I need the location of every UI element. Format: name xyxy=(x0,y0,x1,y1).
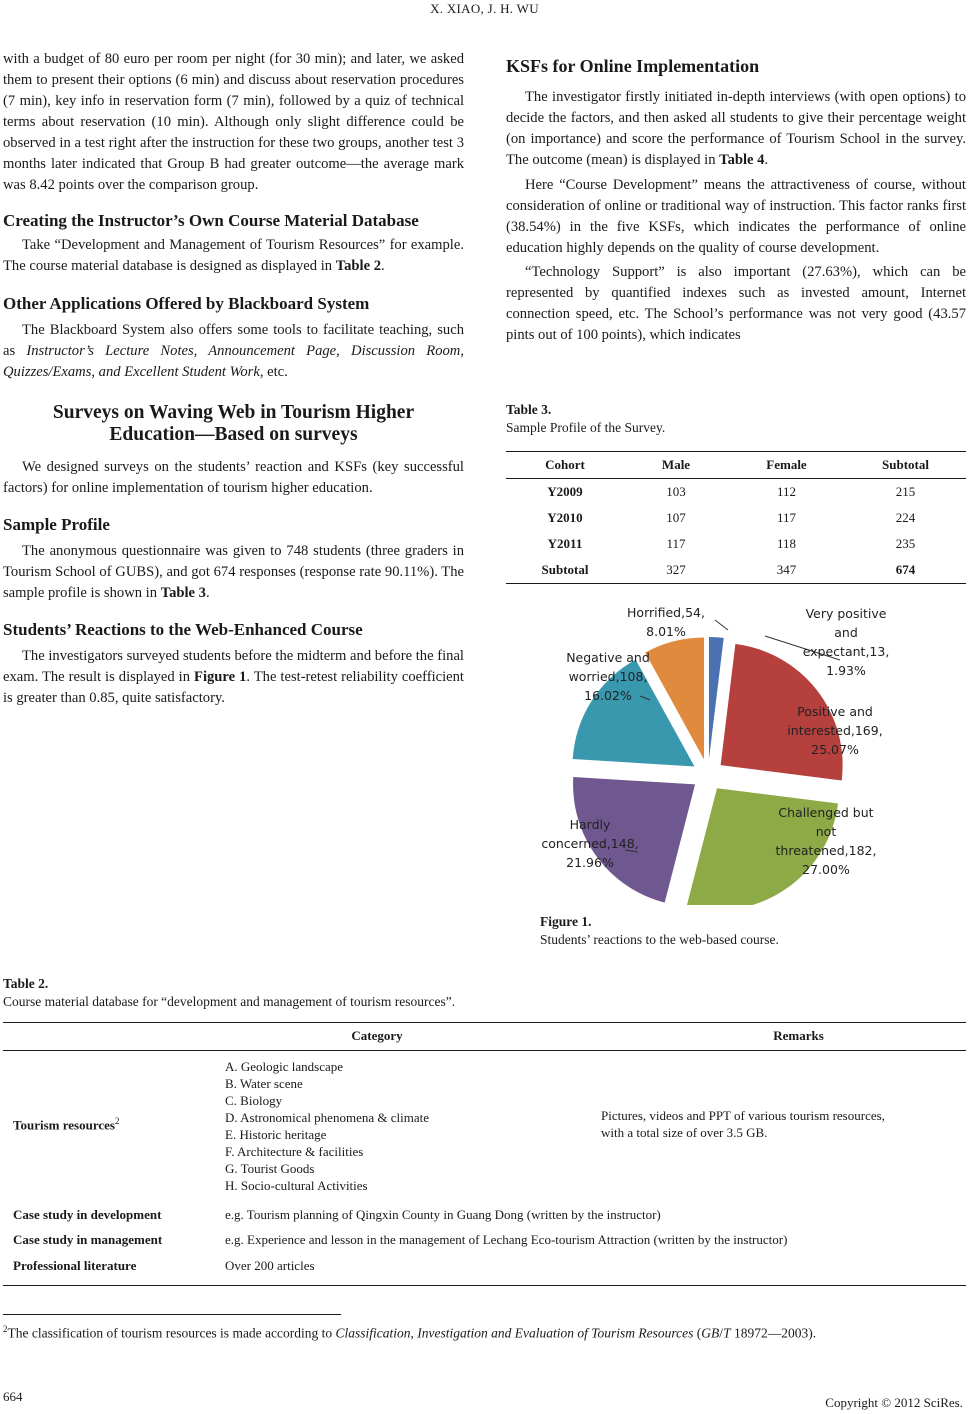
table4-ref: Table 4 xyxy=(719,152,765,168)
table3-header-row xyxy=(506,452,966,479)
paragraph-ksfs-2: Here “Course Development” means the attractiveness of course, without consideration of online or traditional way of instruction. This factor ranks first (38.54%) in the five KSFs, which indicates the performance of online education highly depends on the quality of course development. xyxy=(506,177,966,256)
table2-header-category: Category xyxy=(351,1028,403,1044)
table2-header-remarks: Remarks xyxy=(773,1028,824,1044)
table3-cell: 674 xyxy=(895,562,916,577)
table2-caption: Course material database for “development and management of tourism resources”. xyxy=(3,994,456,1009)
table-row xyxy=(506,479,966,506)
heading-other-applications: Other Applications Offered by Blackboard System xyxy=(3,294,370,313)
table3-caption-block xyxy=(506,401,966,437)
figure1-caption: Students’ reactions to the web-based course. xyxy=(540,932,779,947)
footnote: $^2$The classification of tourism resources is made according to Classification, Investigation and Evaluation of Tourism Resources (GB/T 18972—2003). xyxy=(3,1324,817,1341)
paragraph-other-applications: The Blackboard System also offers some tools to facilitate teaching, such as Instructor’s Lecture Notes, Announcement Page, Discussion Room, Quizzes/Exams, and Excellent Student Work, etc. xyxy=(3,322,464,380)
pie-label-challenged: Challenged but not threatened,182, 27.00% xyxy=(775,805,877,877)
table3-cell: 117 xyxy=(666,536,686,551)
table2-category-dev: Case study in development xyxy=(13,1206,162,1222)
table3-cell: 107 xyxy=(666,510,686,525)
table3-label: Table 3. xyxy=(506,402,552,417)
table2-text-literature: Over 200 articles xyxy=(225,1257,315,1273)
pie-label-negative-worried: Negative and worried,108, 16.02% xyxy=(566,650,650,703)
table3-caption: Sample Profile of the Survey. xyxy=(506,420,666,435)
table2-category-literature: Professional literature xyxy=(13,1257,137,1273)
pie-slice-very-positive xyxy=(709,637,724,759)
table-row xyxy=(3,1050,966,1194)
paragraph-surveys: We designed surveys on the students’ reaction and KSFs (key successful factors) for online implementation of tourism higher education. xyxy=(3,459,464,496)
table2 xyxy=(3,1023,966,1286)
left-column xyxy=(3,49,464,709)
pie-label-very-positive: Very positive and expectant,13, 1.93% xyxy=(802,606,890,678)
table3-header-female: Female xyxy=(766,457,807,472)
table3-cell: Subtotal xyxy=(541,562,589,577)
table3-cell: Y2009 xyxy=(547,484,583,499)
right-column xyxy=(506,56,966,346)
heading-sample-profile: Sample Profile xyxy=(3,515,110,534)
running-head: X. XIAO, J. H. WU xyxy=(430,1,539,16)
table3-cell: 224 xyxy=(895,510,916,525)
pie-label-horrified: Horrified,54, 8.01% xyxy=(627,605,705,639)
table3-header-cohort: Cohort xyxy=(545,457,585,472)
list-item: C. Biology xyxy=(225,1092,283,1108)
table2-ref: Table 2 xyxy=(335,258,382,274)
heading-creating-database: Creating the Instructor’s Own Course Material Database xyxy=(3,211,419,230)
list-item: B. Water scene xyxy=(225,1075,303,1091)
figure1-pie-chart xyxy=(540,600,930,905)
table3-cell: 235 xyxy=(895,536,916,551)
table2-text-dev: e.g. Tourism planning of Qingxin County in Guang Dong (written by the instructor) xyxy=(225,1206,661,1222)
table2-header-row xyxy=(3,1023,966,1050)
paragraph-creating-database: Take “Development and Management of Tourism Resources” for example. The course material database is designed as displayed in Table 2. xyxy=(3,237,464,274)
pie-label-hardly-concerned: Hardly concerned,148, 21.96% xyxy=(541,817,639,870)
table3-header-subtotal: Subtotal xyxy=(882,457,929,472)
table3-cell: 118 xyxy=(776,536,797,551)
table-row xyxy=(506,505,966,531)
table2-remarks-tourism-resources: Pictures, videos and PPT of various tourism resources, with a total size of over 3.5 GB. xyxy=(601,1108,885,1140)
table3-cell: 112 xyxy=(776,484,797,499)
table-row xyxy=(3,1194,966,1226)
table3 xyxy=(506,452,966,584)
table2-resource-list xyxy=(225,1050,601,1194)
pie-label-positive-interested: Positive and interested,169, 25.07% xyxy=(787,704,883,757)
table2-caption-block xyxy=(3,975,963,1011)
paragraph-ksfs-3: “Technology Support” is also important (27.63%), which can be represented by quantified indexes such as invested amount, Internet connection speed, etc. The School’s performance was not very good (43.57 pints out of 100 points), which indicates xyxy=(506,264,966,343)
table2-category-tourism-resources: Tourism resources$^2$ xyxy=(13,1116,120,1133)
table3-cell: 103 xyxy=(666,484,686,499)
table-row xyxy=(3,1255,966,1286)
table2-category-mgmt: Case study in management xyxy=(13,1232,163,1247)
table3-header-male: Male xyxy=(661,457,691,472)
list-item: H. Socio-cultural Activities xyxy=(225,1177,368,1193)
table3-cell: Y2011 xyxy=(547,536,583,551)
footnote-rule xyxy=(3,1314,341,1315)
figure1-label: Figure 1. xyxy=(540,914,592,929)
list-item: E. Historic heritage xyxy=(225,1126,327,1142)
paragraph-student-reactions: The investigators surveyed students before the midterm and before the final exam. The result is displayed in Figure 1. The test-retest reliability coefficient is greater than 0.85, quite satisfactory. xyxy=(3,648,464,706)
copyright: Copyright © 2012 SciRes. xyxy=(825,1395,963,1410)
paragraph-intro: with a budget of 80 euro per room per night (for 30 min); and later, we asked them to present their options (6 min) and discuss about reservation procedures (7 min), key info in reservation form (7 min), followed by a quiz of technical terms about reservation (10 min). Although only slight difference could be observed in a test right after the instruction for these two groups, another test 3 months later indicated that Group B had greater outcome—the average mark was 8.42 points over the comparison group. xyxy=(3,51,464,193)
page-number: 664 xyxy=(3,1389,23,1404)
leader-line-horrified xyxy=(715,620,728,630)
heading-surveys: Surveys on Waving Web in Tourism Higher Education—Based on surveys xyxy=(52,402,415,445)
list-item: A. Geologic landscape xyxy=(225,1058,344,1074)
heading-ksfs: KSFs for Online Implementation xyxy=(506,56,760,76)
table-row xyxy=(3,1226,966,1255)
list-item: F. Architecture & facilities xyxy=(225,1143,364,1159)
table2-label: Table 2. xyxy=(3,976,49,991)
table3-cell: 347 xyxy=(776,562,797,577)
paragraph-sample-profile: The anonymous questionnaire was given to 748 students (three graders in Tourism School of GUBS), and got 674 responses (response rate 90.11%). The sample profile is shown in Table 3. xyxy=(3,543,464,601)
paragraph-ksfs-1: The investigator firstly initiated in-depth interviews (with open options) to decide the factors, and then asked all students to give their percentage weight (on importance) and score the performance of Tourism School in the survey. The outcome (mean) is displayed in Table 4. xyxy=(506,89,966,168)
figure1-ref: Figure 1 xyxy=(194,669,247,685)
figure1-caption-block xyxy=(540,913,960,949)
table3-cell: 117 xyxy=(776,510,797,525)
table3-ref: Table 3 xyxy=(160,585,206,601)
heading-student-reactions: Students’ Reactions to the Web-Enhanced Course xyxy=(3,620,363,639)
table3-cell: 215 xyxy=(895,484,916,499)
table3-cell: 327 xyxy=(666,562,686,577)
table2-text-mgmt: e.g. Experience and lesson in the management of Lechang Eco-tourism Attraction (written by the instructor) xyxy=(225,1232,788,1247)
list-item: D. Astronomical phenomena & climate xyxy=(225,1109,429,1125)
table-row xyxy=(506,557,966,584)
table3-cell: Y2010 xyxy=(547,510,583,525)
table-row xyxy=(506,531,966,557)
list-item: G. Tourist Goods xyxy=(225,1160,315,1176)
